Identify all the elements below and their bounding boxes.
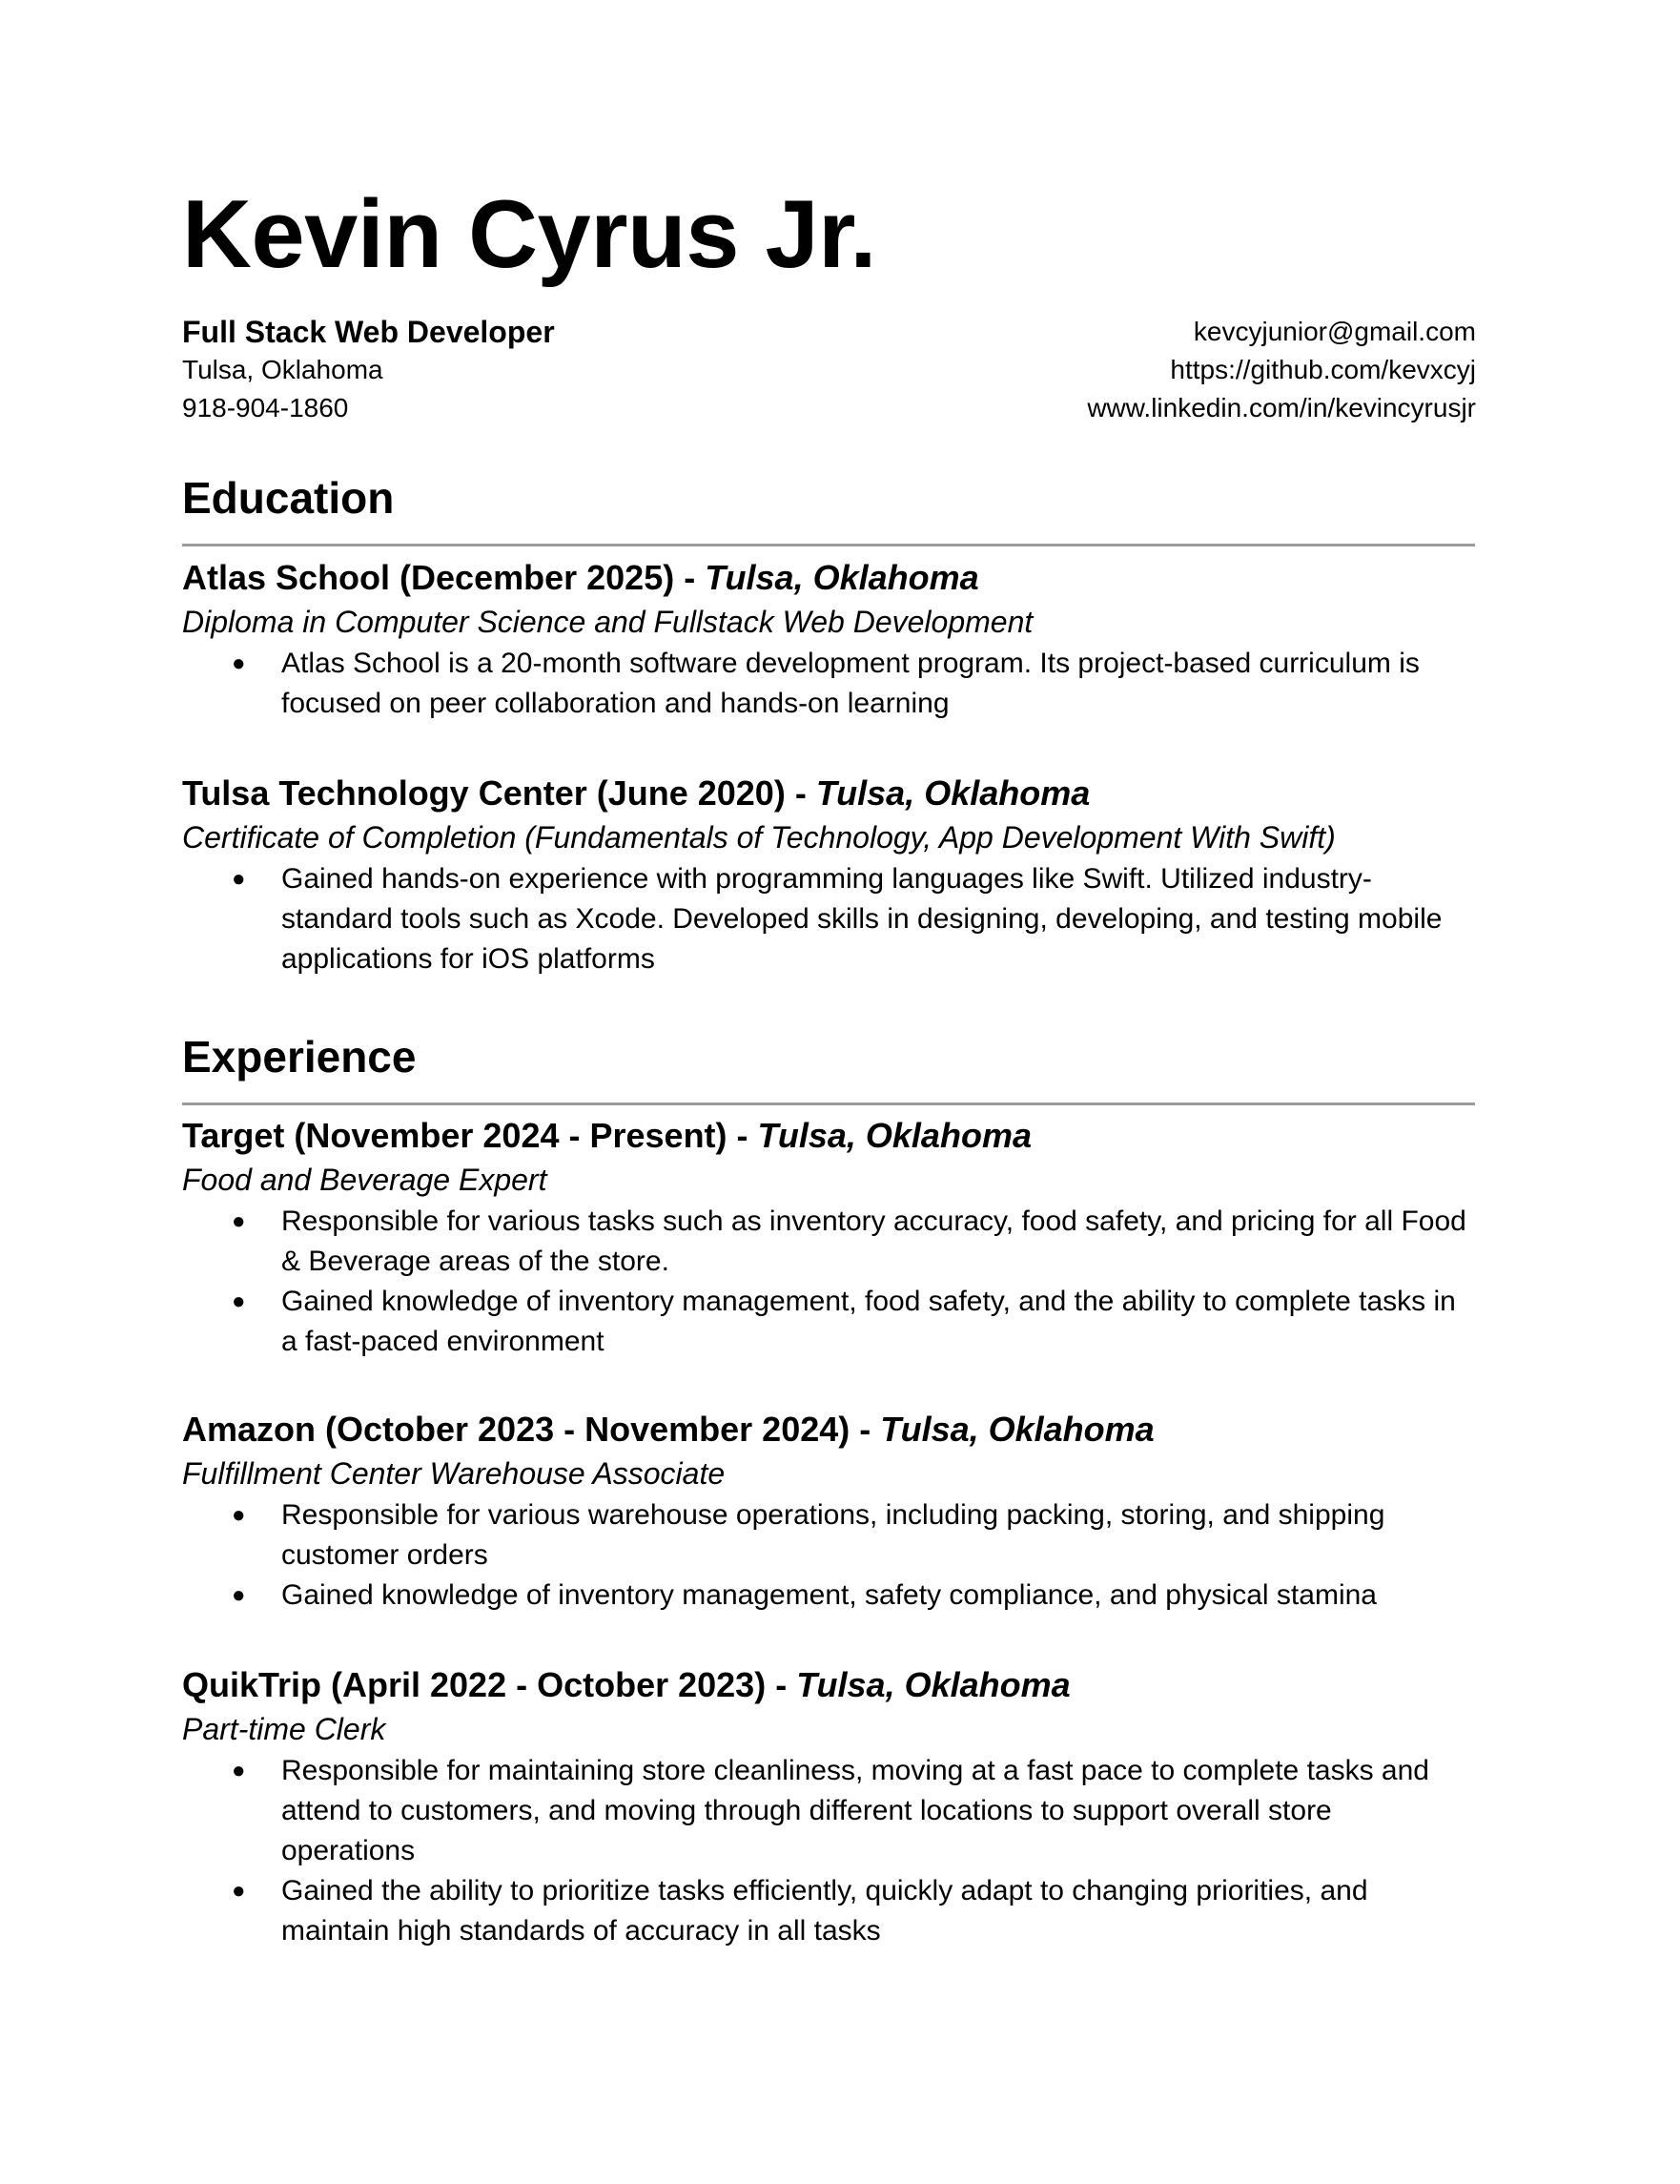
bullet-list bbox=[182, 1495, 1485, 1616]
entry-heading bbox=[182, 1663, 1485, 1707]
experience-entry bbox=[182, 1663, 1485, 1951]
entry-location: Tulsa, Oklahoma bbox=[880, 1410, 1155, 1449]
entry-org: QuikTrip (April 2022 - October 2023) - bbox=[182, 1665, 797, 1704]
bullet-list bbox=[182, 1751, 1485, 1951]
list-item: ● Gained hands-on experience with programming languages like Swift. Utilized industry-standard tools such as Xcode. Developed skills in designing, developing, and testing mobile applications for iOS platforms bbox=[182, 859, 1473, 979]
linkedin-link[interactable]: www.linkedin.com/in/kevincyrusjr bbox=[1087, 393, 1476, 422]
github-link[interactable]: https://github.com/kevxcyj bbox=[1170, 355, 1476, 384]
entry-org: Amazon (October 2023 - November 2024) - bbox=[182, 1410, 881, 1449]
entry-location: Tulsa, Oklahoma bbox=[757, 1116, 1032, 1155]
list-item: ● Responsible for maintaining store cleanliness, moving at a fast pace to complete tasks and attend to customers, and moving through different locations to support overall store operations bbox=[182, 1751, 1473, 1871]
education-section bbox=[182, 471, 1485, 546]
section-divider bbox=[182, 1102, 1475, 1105]
bullet-icon: ● bbox=[232, 1582, 246, 1608]
list-item: ● Responsible for various tasks such as inventory accuracy, food safety, and pricing for all Food & Beverage areas of the store. bbox=[182, 1202, 1473, 1282]
list-item: ● Atlas School is a 20-month software development program. Its project-based curriculum is focused on peer collaboration and hands-on learning bbox=[182, 644, 1473, 724]
email-link[interactable]: kevcyjunior@gmail.com bbox=[1193, 317, 1476, 346]
bullet-icon: ● bbox=[232, 1878, 246, 1904]
list-item: ● Gained knowledge of inventory management, safety compliance, and physical stamina bbox=[182, 1576, 1473, 1616]
bullet-icon: ● bbox=[232, 650, 246, 676]
entry-heading bbox=[182, 556, 1485, 600]
candidate-name: Kevin Cyrus Jr. bbox=[182, 181, 876, 288]
bullet-icon: ● bbox=[232, 1288, 246, 1314]
entry-subtitle: Fulfillment Center Warehouse Associate bbox=[182, 1456, 726, 1491]
entry-subtitle: Part-time Clerk bbox=[182, 1712, 386, 1746]
bullet-icon: ● bbox=[232, 1502, 246, 1528]
location-text: Tulsa, Oklahoma bbox=[182, 355, 383, 384]
entry-location: Tulsa, Oklahoma bbox=[815, 773, 1091, 813]
entry-org: Target (November 2024 - Present) - bbox=[182, 1116, 758, 1155]
section-divider bbox=[182, 544, 1475, 546]
list-item: ● Responsible for various warehouse operations, including packing, storing, and shipping customer orders bbox=[182, 1495, 1473, 1576]
education-entry bbox=[182, 556, 1485, 724]
list-item: ● Gained knowledge of inventory management, food safety, and the ability to complete tasks in a fast-paced environment bbox=[182, 1282, 1473, 1362]
experience-entry bbox=[182, 1114, 1485, 1362]
experience-entry bbox=[182, 1408, 1485, 1616]
experience-section bbox=[182, 1030, 1485, 1105]
bullet-list bbox=[182, 644, 1485, 724]
bullet-list bbox=[182, 1202, 1485, 1362]
job-title: Full Stack Web Developer bbox=[182, 315, 555, 349]
bullet-icon: ● bbox=[232, 1758, 246, 1783]
phone-text: 918-904-1860 bbox=[182, 393, 349, 422]
entry-location: Tulsa, Oklahoma bbox=[796, 1665, 1071, 1704]
bullet-icon: ● bbox=[232, 1208, 246, 1234]
entry-org: Tulsa Technology Center (June 2020) - bbox=[182, 773, 816, 813]
entry-org: Atlas School (December 2025) - bbox=[182, 558, 706, 597]
entry-heading bbox=[182, 1114, 1485, 1158]
entry-heading bbox=[182, 772, 1485, 815]
entry-subtitle: Certificate of Completion (Fundamentals of Technology, App Development With Swift) bbox=[182, 820, 1336, 855]
contact-right-block bbox=[809, 313, 1476, 427]
entry-subtitle: Food and Beverage Expert bbox=[182, 1163, 547, 1197]
list-item: ● Gained the ability to prioritize tasks efficiently, quickly adapt to changing priorities, and maintain high standards of accuracy in all tasks bbox=[182, 1871, 1473, 1951]
entry-heading bbox=[182, 1408, 1485, 1452]
education-heading: Education bbox=[182, 473, 395, 523]
entry-subtitle: Diploma in Computer Science and Fullstack Web Development bbox=[182, 605, 1034, 639]
bullet-icon: ● bbox=[232, 866, 246, 892]
entry-location: Tulsa, Oklahoma bbox=[705, 558, 979, 597]
bullet-list bbox=[182, 859, 1485, 979]
education-entry bbox=[182, 772, 1485, 979]
experience-heading: Experience bbox=[182, 1032, 417, 1082]
contact-left-block bbox=[182, 313, 850, 427]
